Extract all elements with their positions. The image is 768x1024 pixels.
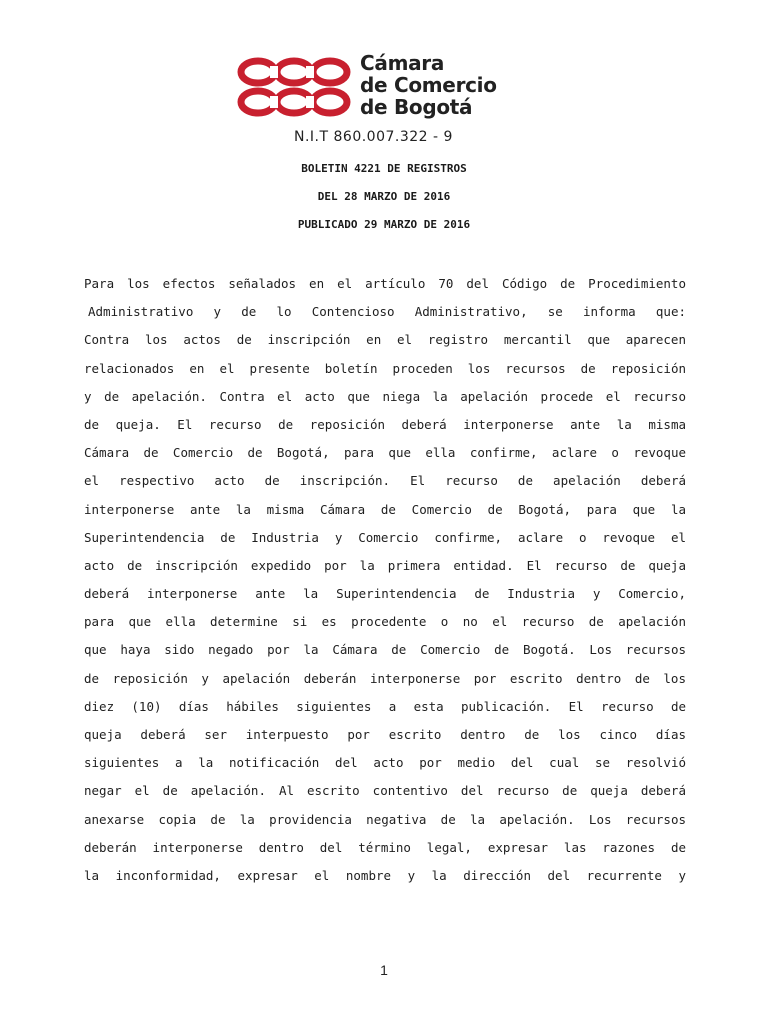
paragraph-line: la inconformidad, expresar el nombre y la dirección del recurrente y (84, 867, 686, 883)
paragraph-line: diez (10) días hábiles siguientes a esta publicación. El recurso de (84, 698, 686, 714)
paragraph-line: de queja. El recurso de reposición deberá interponerse ante la misma (84, 416, 686, 432)
paragraph-line: negar el de apelación. Al escrito contentivo del recurso de queja deberá (84, 783, 686, 799)
paragraph-line: Superintendencia de Industria y Comercio confirme, aclare o revoque el (84, 529, 686, 545)
paragraph-line: siguientes a la notificación del acto por medio del cual se resolvió (84, 755, 686, 771)
paragraph-line: interponerse ante la misma Cámara de Comercio de Bogotá, para que la (84, 501, 686, 517)
paragraph-line: Administrativo y de lo Contencioso Administrativo, se informa que: (88, 304, 686, 320)
paragraph-line: de reposición y apelación deberán interponerse por escrito dentro de los (84, 670, 686, 686)
paragraph-line: Para los efectos señalados en el artículo 70 del Código de Procedimiento (84, 276, 686, 291)
paragraph-line: queja deberá ser interpuesto por escrito dentro de los cinco días (84, 727, 686, 742)
paragraph-line: anexarse copia de la providencia negativa de la apelación. Los recursos (84, 811, 686, 827)
notice-paragraph (84, 270, 686, 890)
camara-comercio-logo (236, 52, 536, 124)
paragraph-line: deberá interponerse ante la Superintendencia de Industria y Comercio, (84, 586, 686, 602)
logo-mark-icon (236, 56, 356, 120)
nit-number: N.I.T 860.007.322 - 9 (294, 129, 453, 145)
logo-line-1: Cámara (360, 51, 445, 75)
paragraph-line: deberán interponerse dentro del término legal, expresar las razones de (84, 839, 686, 855)
paragraph-line: el respectivo acto de inscripción. El recurso de apelación deberá (84, 473, 686, 489)
paragraph-line: para que ella determine si es procedente o no el recurso de apelación (84, 614, 686, 630)
bulletin-date: DEL 28 MARZO DE 2016 (317, 190, 451, 203)
logo-line-2: de Comercio (360, 73, 497, 97)
paragraph-line: Cámara de Comercio de Bogotá, para que ella confirme, aclare o revoque (84, 445, 686, 461)
paragraph-line: relacionados en el presente boletín proceden los recursos de reposición (84, 360, 686, 376)
paragraph-line: que haya sido negado por la Cámara de Comercio de Bogotá. Los recursos (84, 642, 686, 658)
logo-wordmark (360, 52, 497, 118)
logo-line-3: de Bogotá (360, 95, 473, 119)
paragraph-line: acto de inscripción expedido por la primera entidad. El recurso de queja (84, 557, 686, 573)
page-number: 1 (380, 962, 388, 978)
bulletin-title: BOLETIN 4221 DE REGISTROS (301, 162, 467, 175)
bulletin-published-date: PUBLICADO 29 MARZO DE 2016 (297, 218, 471, 231)
paragraph-line: y de apelación. Contra el acto que niega la apelación procede el recurso (84, 388, 686, 404)
paragraph-line: Contra los actos de inscripción en el registro mercantil que aparecen (84, 332, 686, 348)
